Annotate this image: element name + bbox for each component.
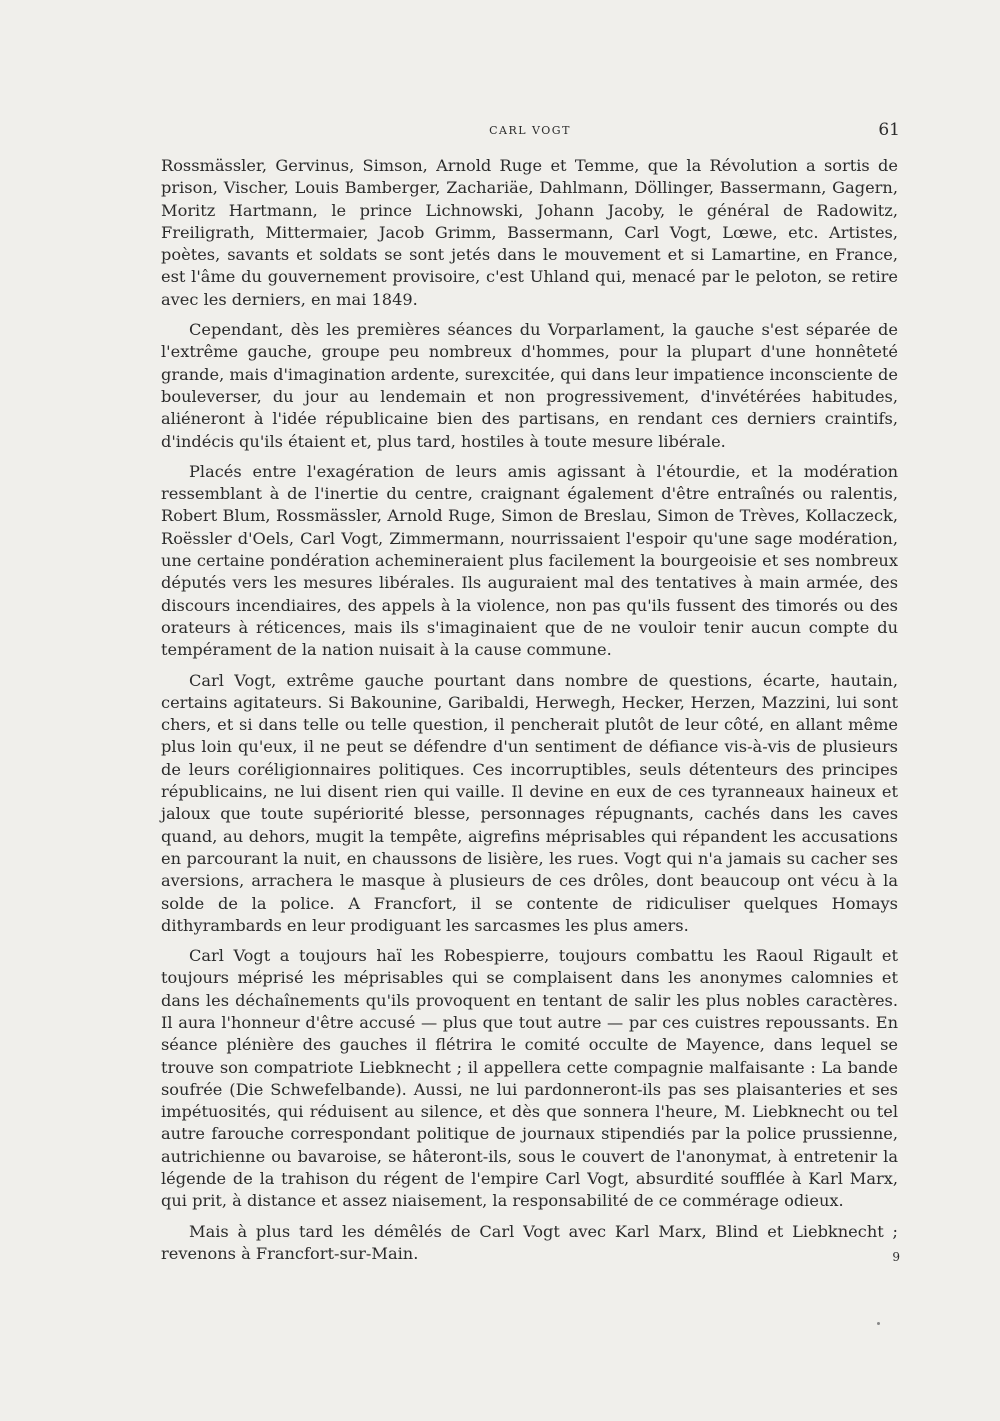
running-header <box>160 120 900 144</box>
paragraph-2: Cependant, dès les premières séances du Vorparlament, la gauche s'est séparée de l'extrême gauche, groupe peu nombreux d'hommes, pour la plupart d'une honnêteté grande, mais d'imagination ardente, surexcitée, qui dans leur impatience inconsciente de bouleverser, du jour au lendemain et non progressivement, d'invétérées habitudes, aliéneront à l'idée républicaine bien des partisans, en rendant ces derniers craintifs, d'indécis qu'ils étaient et, plus tard, hostiles à toute mesure libérale. <box>161 320 898 451</box>
signature-mark: 9 <box>892 1250 900 1264</box>
running-title: CARL VOGT <box>489 124 571 137</box>
body-text <box>161 155 898 1265</box>
paragraph-4: Carl Vogt, extrême gauche pourtant dans nombre de questions, écarte, hautain, certains agitateurs. Si Bakounine, Garibaldi, Herwegh, Hecker, Herzen, Mazzini, lui sont chers, et si dans telle ou telle question, il pencherait plutôt de leur côté, en allant même plus loin qu'eux, il ne peut se défendre d'un sentiment de défiance vis-à-vis de plusieurs de leurs coréligionnaires politiques. Ces incorruptibles, seuls détenteurs des principes républicains, ne lui disent rien qui vaille. Il devine en eux de ces tyranneaux haineux et jaloux que toute supériorité blesse, personnages répugnants, cachés dans les caves quand, au dehors, mugit la tempête, aigrefins méprisables qui répandent les accusations en parcourant la nuit, en chaussons de lisière, les rues. Vogt qui n'a jamais su cacher ses aversions, arrachera le masque à plusieurs de ces drôles, dont beaucoup ont vécu à la solde de la police. A Francfort, il se contente de ridiculiser quelques Homays dithyrambards en leur prodiguant les sarcasmes les plus amers. <box>161 670 898 935</box>
paragraph-6: Mais à plus tard les démêlés de Carl Vogt avec Karl Marx, Blind et Liebknecht ; revenons à Francfort-sur-Main. <box>161 1221 898 1263</box>
paragraph-5: Carl Vogt a toujours haï les Robespierre, toujours combattu les Raoul Rigault et toujours méprisé les méprisables qui se complaisent dans les anonymes calomnies et dans les déchaînements qu'ils provoquent en tentant de salir les plus nobles caractères. Il aura l'honneur d'être accusé — plus que tout autre — par ces cuistres repoussants. En séance plénière des gauches il flétrira le comité occulte de Mayence, dans lequel se trouve son compatriote Liebknecht ; il appellera cette compagnie malfaisante : La bande soufrée (Die Schwefelbande). Aussi, ne lui pardonneront-ils pas ses plaisanteries et ses impétuosités, qui réduisent au silence, et dès que sonnera l'heure, M. Liebknecht ou tel autre farouche correspondant politique de journaux stipendiés par la police prussienne, autrichienne ou bavaroise, se hâteront-ils, sous le couvert de l'anonymat, à entretenir la légende de la trahison du régent de l'empire Carl Vogt, absurdité soufflée à Karl Marx, qui prit, à distance et assez niaisement, la responsabilité de ce commérage odieux. <box>161 946 898 1211</box>
page-number: 61 <box>878 120 900 140</box>
paragraph-1: Rossmässler, Gervinus, Simson, Arnold Ruge et Temme, que la Révolution a sortis de prison, Vischer, Louis Bamberger, Zachariäe, Dahlmann, Döllinger, Bassermann, Gagern, Moritz Hartmann, le prince Lichnowski, Johann Jacoby, le général de Radowitz, Freiligrath, Mittermaier, Jacob Grimm, Bassermann, Carl Vogt, Lœwe, etc. Artistes, poètes, savants et soldats se sont jetés dans le mouvement et si Lamartine, en France, est l'âme du gouvernement provisoire, c'est Uhland qui, menacé par le peloton, se retire avec les derniers, en mai 1849. <box>161 156 898 309</box>
paper-speck <box>877 1322 880 1325</box>
paragraph-3: Placés entre l'exagération de leurs amis agissant à l'étourdie, et la modération ressemblant à de l'inertie du centre, craignant également d'être entraînés ou ralentis, Robert Blum, Rossmässler, Arnold Ruge, Simon de Breslau, Simon de Trèves, Kollaczeck, Roëssler d'Oels, Carl Vogt, Zimmermann, nourrissaient l'espoir qu'une sage modération, une certaine pondération achemineraient plus facilement la bourgeoisie et ses nombreux députés vers les mesures libérales. Ils auguraient mal des tentatives à main armée, des discours incendiaires, des appels à la violence, non pas qu'ils fussent des timorés ou des orateurs à réticences, mais ils s'imaginaient que de ne vouloir tenir aucun compte du tempérament de la nation nuisait à la cause commune. <box>161 461 898 660</box>
